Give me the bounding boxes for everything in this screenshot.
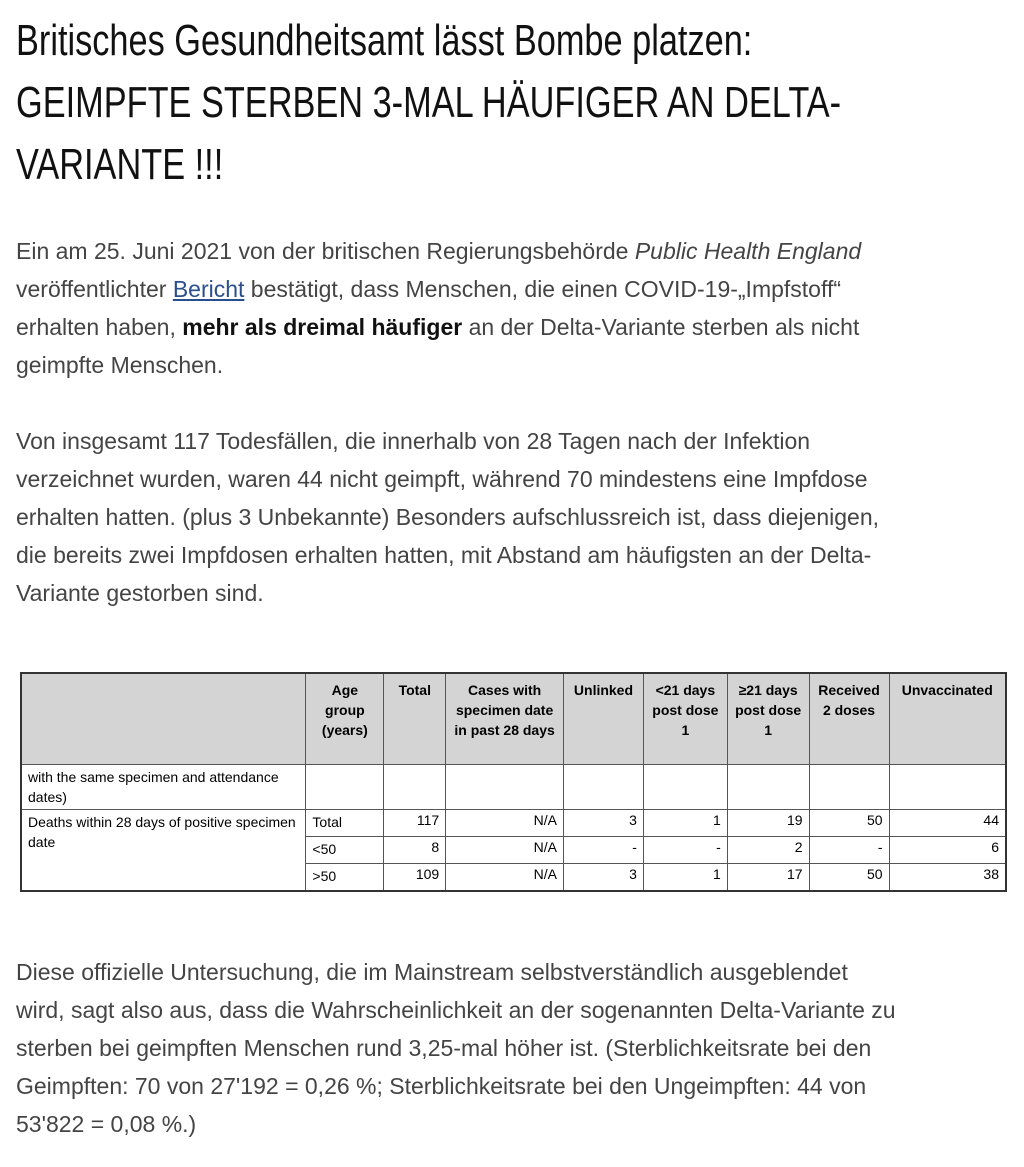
header-total: Total (384, 673, 446, 765)
header-unlinked: Unlinked (564, 673, 644, 765)
conclusion-line-3: sterben bei geimpften Menschen rund 3,25-mal höher ist. (Sterblichkeitsrate bei den (16, 1035, 872, 1061)
deaths-line-4: die bereits zwei Impfdosen erhalten hatten, mit Abstand am häufigsten an der Delta- (16, 542, 872, 568)
cell-specimen: N/A (446, 810, 564, 837)
cell-total: 117 (384, 810, 446, 837)
cell-total: 8 (384, 837, 446, 864)
article-headline (16, 10, 952, 196)
cell-lt21: - (643, 837, 727, 864)
cell-age: <50 (306, 837, 384, 864)
cell-lt21: 1 (643, 864, 727, 892)
conclusion-paragraph (16, 953, 1016, 1143)
intro-paragraph (16, 232, 1016, 384)
cell-two-doses: 50 (809, 810, 889, 837)
intro-line-4: geimpfte Menschen. (16, 352, 224, 378)
conclusion-line-1: Diese offizielle Untersuchung, die im Mainstream selbstverständlich ausgeblendet (16, 959, 848, 985)
header-ge21: ≥21 days post dose 1 (727, 673, 809, 765)
intro-line-1: Ein am 25. Juni 2021 von der britischen Regierungsbehörde Public Health England (16, 238, 862, 264)
cell-lt21: 1 (643, 810, 727, 837)
deaths-table (20, 672, 1007, 892)
deaths-paragraph (16, 422, 1016, 612)
intro-line-2: veröffentlichter Bericht bestätigt, dass Menschen, die einen COVID-19-„Impfstoff“ (16, 276, 841, 302)
agency-name: Public Health England (634, 238, 862, 264)
cell-ge21: 17 (727, 864, 809, 892)
cell-unvaccinated: 44 (889, 810, 1006, 837)
headline-line-1: Britisches Gesundheitsamt lässt Bombe platzen: (16, 16, 753, 65)
cell-specimen: N/A (446, 864, 564, 892)
note-row-label: with the same specimen and attendance dates) (21, 765, 306, 810)
emphasis-text: mehr als dreimal häufiger (182, 314, 463, 340)
report-link[interactable]: Bericht (172, 276, 245, 302)
deaths-line-3: erhalten hatten. (plus 3 Unbekannte) Besonders aufschlussreich ist, dass diejenigen, (16, 504, 880, 530)
header-age-group: Age group (years) (306, 673, 384, 765)
header-specimen: Cases with specimen date in past 28 days (446, 673, 564, 765)
intro-line-3: erhalten haben, mehr als dreimal häufiger an der Delta-Variante sterben als nicht (16, 314, 860, 340)
data-table-image (20, 672, 1007, 892)
cell-unvaccinated: 38 (889, 864, 1006, 892)
conclusion-line-5: 53'822 = 0,08 %.) (16, 1111, 197, 1137)
cell-total: 109 (384, 864, 446, 892)
cell-two-doses: - (809, 837, 889, 864)
deaths-line-5: Variante gestorben sind. (16, 580, 264, 606)
cell-age: Total (306, 810, 384, 837)
deaths-row-label: Deaths within 28 days of positive specimen date (21, 810, 306, 892)
cell-unlinked: 3 (564, 864, 644, 892)
deaths-line-1: Von insgesamt 117 Todesfällen, die innerhalb von 28 Tagen nach der Infektion (16, 428, 811, 454)
cell-specimen: N/A (446, 837, 564, 864)
cell-ge21: 19 (727, 810, 809, 837)
header-empty (21, 673, 306, 765)
headline-line-3: VARIANTE !!! (16, 140, 224, 189)
cell-two-doses: 50 (809, 864, 889, 892)
conclusion-line-2: wird, sagt also aus, dass die Wahrscheinlichkeit an der sogenannten Delta-Variante zu (16, 997, 896, 1023)
header-two-doses: Received 2 doses (809, 673, 889, 765)
cell-ge21: 2 (727, 837, 809, 864)
header-unvaccinated: Unvaccinated (889, 673, 1006, 765)
table-row (21, 765, 1006, 810)
cell-age: >50 (306, 864, 384, 892)
cell-unlinked: - (564, 837, 644, 864)
header-lt21: <21 days post dose 1 (643, 673, 727, 765)
cell-unvaccinated: 6 (889, 837, 1006, 864)
conclusion-line-4: Geimpften: 70 von 27'192 = 0,26 %; Sterblichkeitsrate bei den Ungeimpften: 44 von (16, 1073, 867, 1099)
cell-unlinked: 3 (564, 810, 644, 837)
table-row (21, 810, 1006, 837)
deaths-line-2: verzeichnet wurden, waren 44 nicht geimpft, während 70 mindestens eine Impfdose (16, 466, 868, 492)
headline-line-2: GEIMPFTE STERBEN 3-MAL HÄUFIGER AN DELTA- (16, 78, 842, 127)
